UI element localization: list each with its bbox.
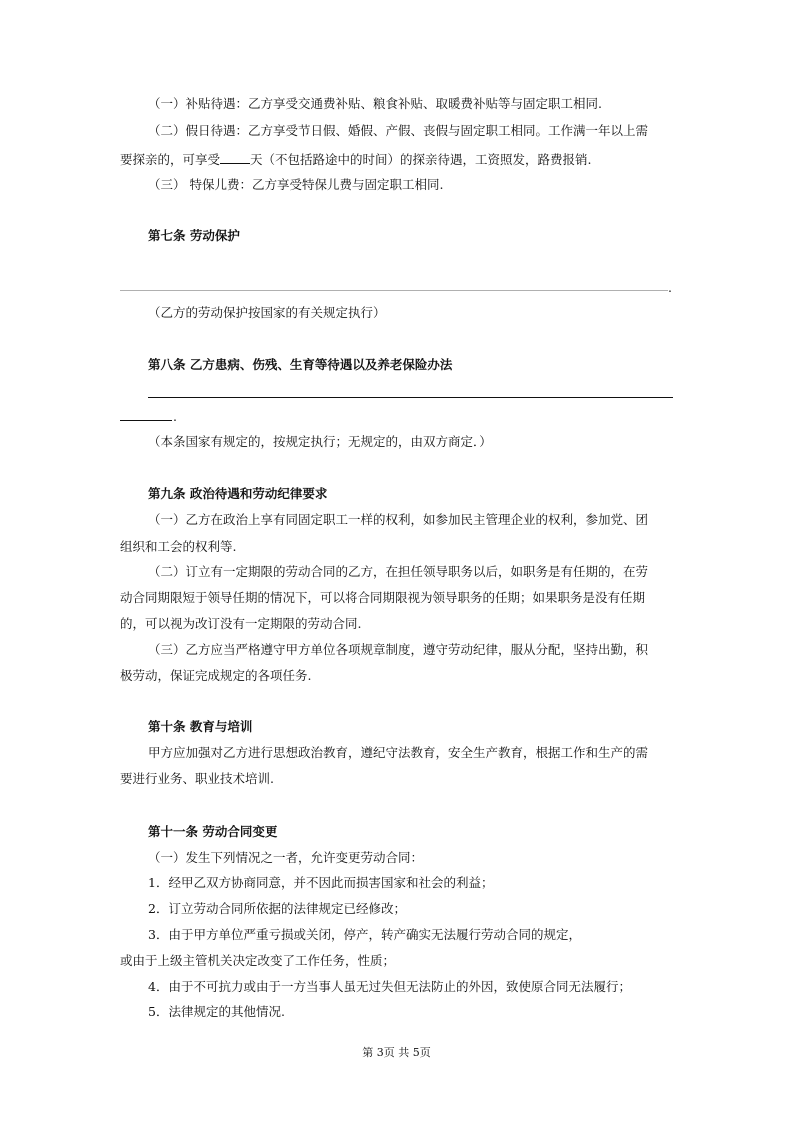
article-7-period: .	[668, 280, 672, 295]
heading-article-7: 第七条 劳动保护	[148, 228, 240, 243]
article-9-item2-line3: 的，可以视为改订没有一定期限的劳动合同.	[120, 616, 362, 631]
article-11-item3-line2: 或由于上级主管机关决定改变了工作任务，性质；	[120, 953, 396, 968]
heading-article-10: 第十条 教育与培训	[148, 719, 253, 734]
article-7-fill-line	[120, 290, 668, 291]
article-11-item3-line1: 3．由于甲方单位严重亏损或关闭，停产，转产确实无法履行劳动合同的规定，	[148, 927, 581, 942]
heading-article-9: 第九条 政治待遇和劳动纪律要求	[148, 486, 328, 501]
paragraph-special-child: （三） 特保儿费：乙方享受特保儿费与固定职工相同.	[148, 177, 444, 192]
article-9-item2-line1: （二）订立有一定期限的劳动合同的乙方，在担任领导职务以后，如职务是有任期的，在劳	[148, 564, 649, 579]
article-10-line1: 甲方应加强对乙方进行思想政治教育，遵纪守法教育，安全生产教育，根据工作和生产的需	[148, 745, 649, 760]
paragraph-subsidy: （一）补贴待遇：乙方享受交通费补贴、粮食补贴、取暖费补贴等与固定职工相同.	[148, 96, 602, 111]
article-11-item5: 5．法律规定的其他情况.	[148, 1004, 285, 1019]
home-leave-days-blank	[220, 150, 250, 164]
article-8-fill-line	[148, 397, 673, 398]
article-11-item2: 2．订立劳动合同所依据的法律规定已经修改；	[148, 901, 406, 916]
article-11-item4: 4．由于不可抗力或由于一方当事人虽无过失但无法防止的外因，致使原合同无法履行；	[148, 979, 631, 994]
article-11-intro: （一）发生下列情况之一者，允许变更劳动合同：	[148, 850, 424, 865]
heading-article-11: 第十一条 劳动合同变更	[148, 824, 278, 839]
page-number-footer: 第 3页 共 5页	[362, 1046, 431, 1059]
article-8-fill-line-short	[120, 420, 172, 421]
article-9-item2-line2: 动合同期限短于领导任期的情况下，可以将合同期限视为领导职务的任期；如果职务是没有任期	[120, 590, 646, 605]
article-9-item1-line1: （一）乙方在政治上享有同固定职工一样的权利，如参加民主管理企业的权利，参加党、团	[148, 512, 649, 527]
paragraph-holiday-line2	[120, 150, 675, 166]
holiday-text-before-blank: 要探亲的，可享受	[120, 152, 221, 167]
heading-article-8: 第八条 乙方患病、伤残、生育等待遇以及养老保险办法	[148, 357, 453, 372]
article-9-item3-line2: 极劳动，保证完成规定的各项任务.	[120, 668, 312, 683]
article-7-note: （乙方的劳动保护按国家的有关规定执行）	[148, 305, 386, 320]
article-9-item3-line1: （三）乙方应当严格遵守甲方单位各项规章制度，遵守劳动纪律，服从分配，坚持出勤，积	[148, 642, 649, 657]
holiday-text-after-blank: 天（不包括路途中的时间）的探亲待遇，工资照发，路费报销.	[250, 152, 592, 167]
article-11-item1: 1．经甲乙双方协商同意，并不因此而损害国家和社会的利益；	[148, 875, 494, 890]
article-10-line2: 要进行业务、职业技术培训.	[120, 771, 274, 786]
article-9-item1-line2: 组织和工会的权利等.	[120, 539, 237, 554]
article-8-period: .	[173, 409, 177, 424]
article-8-note: （本条国家有规定的，按规定执行；无规定的，由双方商定．）	[148, 434, 492, 449]
paragraph-holiday-line1: （二）假日待遇：乙方享受节日假、婚假、产假、丧假与固定职工相同。工作满一年以上需	[148, 123, 649, 138]
